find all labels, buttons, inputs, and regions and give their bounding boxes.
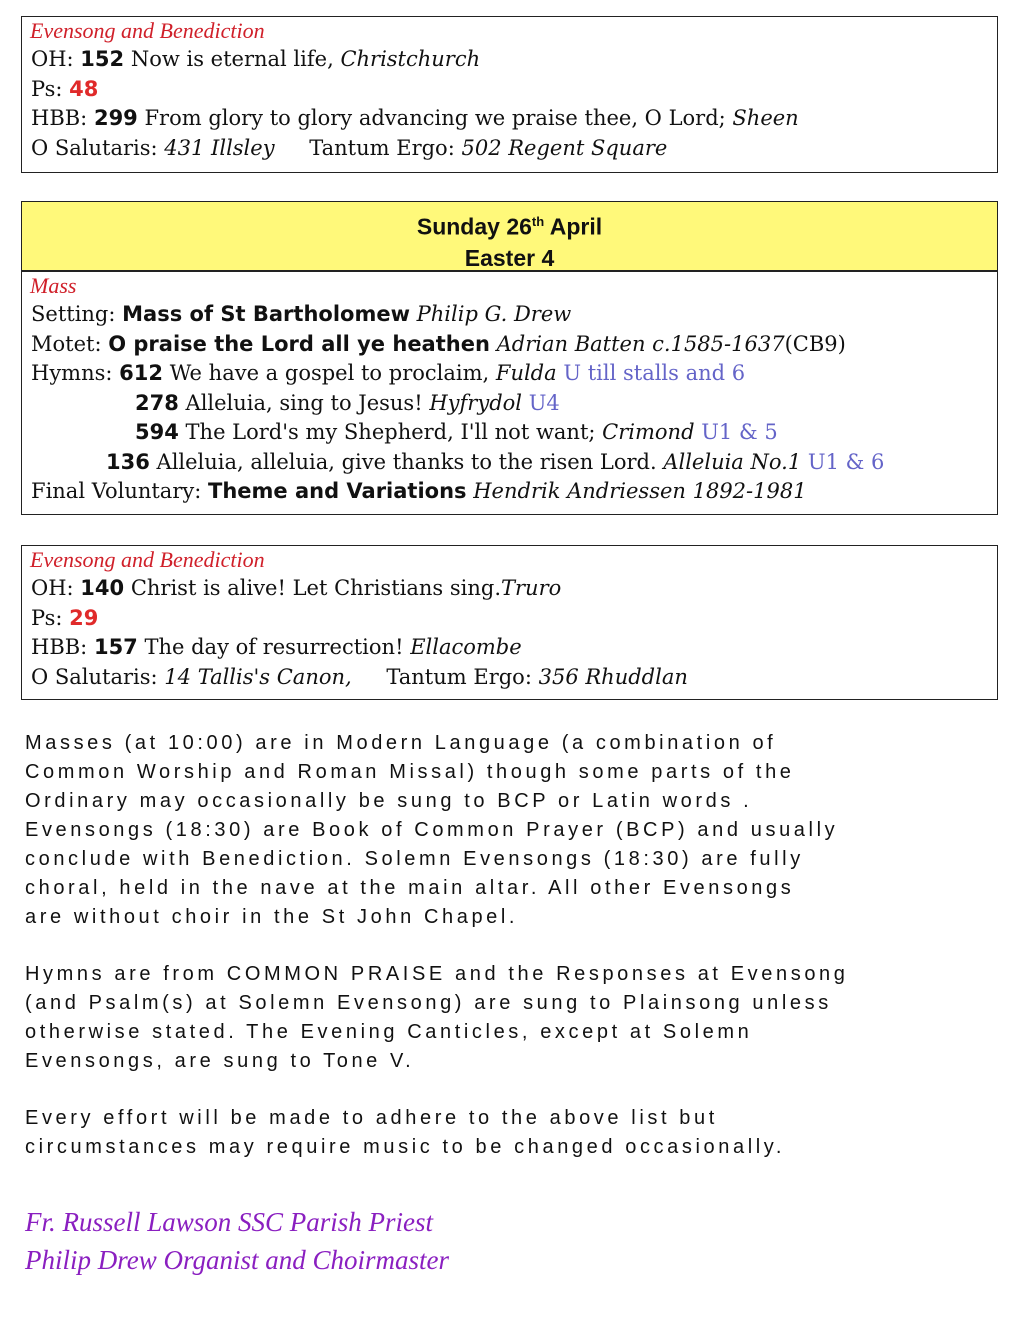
voluntary-line [22,477,997,507]
hymn-tune: Hyfrydol [429,390,522,415]
paragraph-line: (and Psalm(s) at Solemn Evensong) are sung to Plainsong unless [25,992,832,1014]
section-title: Evensong and Benediction [30,547,265,572]
hbb-tune: Sheen [732,106,799,130]
salutaris-line [22,134,997,164]
hymn-number: 612 [119,361,163,385]
notes-paragraph-1 [25,729,1005,932]
oh-tune: Christchurch [340,47,481,71]
date-day: Sunday 26 [416,213,532,240]
evensong-prev-box [21,16,998,173]
motet-name: O praise the Lord all ye heathen [108,331,490,356]
setting-composer: Philip G. Drew [416,302,572,326]
hbb-line [22,104,997,134]
salutaris-line [22,663,997,693]
hymn-note: U4 [528,390,560,415]
hymn-line [22,389,997,419]
feast-name: Easter 4 [464,244,555,271]
hbb-line [22,633,997,663]
salutaris-value: 14 Tallis's Canon, [164,664,352,689]
sunday-mass-box [21,201,998,515]
voluntary-composer: Hendrik Andriessen 1892-1981 [473,479,807,503]
hymn-number: 278 [135,390,179,415]
oh-line [22,574,997,604]
notes-paragraph-2 [25,960,1005,1076]
setting-name: Mass of St Bartholomew [122,302,410,326]
hbb-text: From glory to glory advancing we praise thee, O Lord; [144,106,726,130]
date-month: April [549,213,603,240]
mass-title: Mass [30,273,77,298]
salutaris-label: O Salutaris: [31,664,158,689]
motet-composer: Adrian Batten c.1585-1637 [496,331,785,356]
paragraph-line: Masses (at 10:00) are in Modern Language (a combination of [25,732,777,754]
hymn-note: U till stalls and 6 [563,361,746,385]
hbb-label: HBB: [31,106,88,130]
hymn-text: Alleluia, sing to Jesus! [185,390,423,415]
paragraph-line: choral, held in the nave at the main altar. All other Evensongs [25,877,795,899]
psalm-label: Ps: [31,605,63,630]
hymn-note: U1 & 5 [701,420,778,444]
tantum-label: Tantum Ergo: [386,664,532,689]
oh-label: OH: [31,47,74,71]
oh-tune: Truro [501,576,562,600]
hbb-tune: Ellacombe [410,635,522,659]
paragraph-line: Every effort will be made to adhere to the above list but [25,1107,718,1129]
organist-signature: Philip Drew Organist and Choirmaster [25,1245,450,1275]
paragraph-line: are without choir in the St John Chapel. [25,906,519,928]
date-suffix: th [531,214,545,229]
priest-signature: Fr. Russell Lawson SSC Parish Priest [25,1207,434,1237]
hymn-line [22,448,997,478]
hbb-text: The day of resurrection! [144,635,404,659]
hymn-tune: Crimond [602,420,695,444]
hymn-text: We have a gospel to proclaim, [169,361,490,385]
motet-ref: (CB9) [784,331,846,356]
hbb-number: 299 [93,106,138,130]
hymn-tune: Fulda [495,361,557,385]
setting-label: Setting: [31,302,116,326]
signature-block [25,1203,449,1279]
oh-line [22,45,997,75]
hymn-text: Alleluia, alleluia, give thanks to the risen Lord. [156,449,657,474]
oh-label: OH: [31,576,74,600]
date-line [22,206,997,243]
hymn-tune: Alleluia No.1 [663,449,802,474]
psalm-number: 29 [69,605,99,630]
date-header [22,202,997,272]
psalm-line [22,604,997,634]
voluntary-name: Theme and Variations [208,479,467,503]
paragraph-line: Common Worship and Roman Missal) though some parts of the [25,761,795,783]
oh-number: 152 [80,47,125,71]
section-title: Evensong and Benediction [30,18,265,43]
psalm-line [22,75,997,105]
setting-line [22,300,997,330]
paragraph-line: Evensongs, are sung to Tone V. [25,1050,415,1072]
tantum-label: Tantum Ergo: [309,135,455,160]
psalm-label: Ps: [31,76,63,101]
hbb-label: HBB: [31,635,88,659]
paragraph-line: Evensongs (18:30) are Book of Common Prayer (BCP) and usually [25,819,839,841]
notes-paragraph-3 [25,1104,1005,1162]
tantum-value: 502 Regent Square [461,135,668,160]
hbb-number: 157 [93,635,138,659]
voluntary-label: Final Voluntary: [31,479,202,503]
tantum-value: 356 Rhuddlan [538,664,688,689]
hymn-number: 136 [106,449,150,474]
salutaris-label: O Salutaris: [31,135,158,160]
paragraph-line: circumstances may require music to be changed occasionally. [25,1136,786,1158]
paragraph-line: Ordinary may occasionally be sung to BCP or Latin words . [25,790,753,812]
paragraph-line: Hymns are from COMMON PRAISE and the Responses at Evensong [25,963,849,985]
hymn-text: The Lord's my Shepherd, I'll not want; [185,420,596,444]
oh-text: Now is eternal life, [130,47,334,71]
hymn-note: U1 & 6 [807,449,885,474]
salutaris-value: 431 Illsley [164,135,275,160]
psalm-number: 48 [69,76,99,101]
paragraph-line: conclude with Benediction. Solemn Evensongs (18:30) are fully [25,848,804,870]
hymn-line [22,359,997,389]
evensong-box [21,545,998,700]
motet-label: Motet: [31,331,102,356]
motet-line [22,330,997,360]
hymn-number: 594 [135,420,179,444]
oh-text: Christ is alive! Let Christians sing. [130,576,501,600]
hymns-label: Hymns: [31,361,113,385]
oh-number: 140 [80,576,125,600]
paragraph-line: otherwise stated. The Evening Canticles, except at Solemn [25,1021,753,1043]
hymn-line [22,418,997,448]
